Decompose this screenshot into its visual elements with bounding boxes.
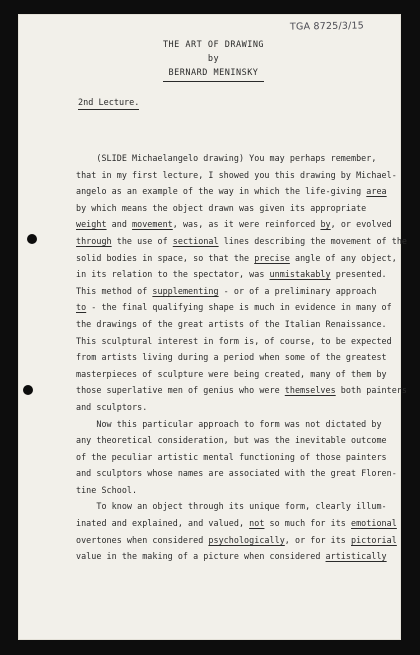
document-title: THE ART OF DRAWING [162, 40, 265, 50]
text-line [76, 216, 396, 233]
text-line [76, 416, 396, 433]
text-line [76, 167, 396, 184]
text-line [76, 250, 396, 267]
underlined-word: artistically [325, 551, 387, 562]
text-segment: masterpieces of sculpture were being created, many of them by [76, 368, 387, 379]
text-line [76, 316, 396, 333]
text-segment: solid bodies in space, so that the [76, 252, 255, 263]
text-line [76, 333, 396, 350]
text-line [76, 266, 396, 283]
text-segment: those superlative men of genius who were [76, 385, 285, 396]
text-line [76, 349, 396, 366]
binder-punch-hole [23, 385, 33, 395]
text-segment: of the peculiar artistic mental functioning of those painters [76, 451, 387, 462]
lecture-heading: 2nd Lecture. [78, 98, 140, 108]
text-segment: , or evolved [330, 219, 392, 230]
text-segment: inated and explained, and valued, [76, 518, 250, 529]
text-line [76, 532, 396, 549]
text-segment: angelo as an example of the way in which the life-giving [76, 186, 367, 197]
title-by: by [207, 54, 220, 64]
text-segment: This sculptural interest in form is, of course, to be expected [76, 335, 392, 346]
underlined-word: to [76, 302, 87, 313]
underlined-word: sectional [172, 235, 219, 246]
text-line [76, 283, 396, 300]
typescript-page [18, 14, 408, 640]
text-segment: any theoretical consideration, but was the inevitable outcome [76, 435, 387, 446]
text-segment: from artists living during a period when some of the greatest [76, 352, 387, 363]
underlined-word: supplementing [152, 285, 219, 296]
underlined-word: by [320, 219, 331, 230]
text-segment: , was, as it were reinforced [172, 219, 321, 230]
text-line [76, 482, 396, 499]
text-segment: presented. [330, 269, 387, 280]
text-segment: angle of any object, [289, 252, 397, 263]
text-segment: , or for its [284, 534, 351, 545]
text-segment: in its relation to the spectator, was [76, 269, 270, 280]
underlined-word: precise [254, 252, 290, 263]
underlined-word: not [249, 518, 265, 529]
underlined-word: through [76, 235, 112, 246]
text-segment: - the final qualifying shape is much in evidence in many of [86, 302, 392, 313]
text-segment: lines describing the movement of the [218, 235, 408, 246]
underlined-word: themselves [284, 385, 336, 396]
text-segment: - or of a preliminary approach [218, 285, 377, 296]
text-segment: the drawings of the great artists of the Italian Renaissance. [76, 318, 387, 329]
text-line [76, 515, 396, 532]
text-segment: (SLIDE Michaelangelo drawing) You may perhaps remember, [76, 153, 377, 163]
text-line [76, 548, 396, 565]
text-line [76, 498, 396, 515]
text-line [76, 299, 396, 316]
text-segment: This method of [76, 285, 153, 296]
text-segment: that in my first lecture, I showed you this drawing by Michael- [76, 169, 397, 180]
text-line [76, 183, 396, 200]
text-line [76, 449, 396, 466]
binder-punch-hole [27, 234, 37, 244]
lecture-body-text [76, 150, 408, 565]
underlined-word: movement [132, 219, 173, 230]
archive-reference-number: TGA 8725/3/15 [289, 20, 365, 33]
underlined-word: weight [76, 219, 107, 230]
text-segment: value in the making of a picture when considered [76, 551, 326, 562]
text-line [76, 200, 396, 217]
text-segment: both painters [335, 385, 407, 396]
text-segment: the use of [111, 235, 173, 246]
title-block [18, 38, 401, 82]
text-segment: tine School. [76, 484, 138, 495]
text-line [76, 366, 396, 383]
underlined-word: area [366, 186, 387, 197]
underlined-word: unmistakably [269, 269, 331, 280]
text-line [76, 432, 396, 449]
text-line [76, 233, 408, 250]
text-line [76, 399, 396, 416]
text-line [76, 465, 396, 482]
text-line [76, 150, 396, 167]
text-segment: and [106, 219, 133, 230]
text-segment: Now this particular approach to form was not dictated by [76, 418, 382, 429]
text-line [76, 382, 407, 399]
text-segment: overtones when considered [76, 534, 209, 545]
text-segment: by which means the object drawn was given its appropriate [76, 202, 367, 213]
underlined-word: psychologically [208, 534, 285, 545]
underlined-word: emotional [351, 518, 397, 529]
underlined-word: pictorial [351, 534, 397, 545]
text-segment: and sculptors whose names are associated with the great Floren- [76, 468, 397, 479]
text-segment: and sculptors. [76, 401, 148, 412]
author-name: BERNARD MENINSKY [163, 66, 265, 82]
text-segment: To know an object through its unique form, clearly illum- [76, 501, 387, 512]
text-segment: so much for its [264, 518, 351, 529]
